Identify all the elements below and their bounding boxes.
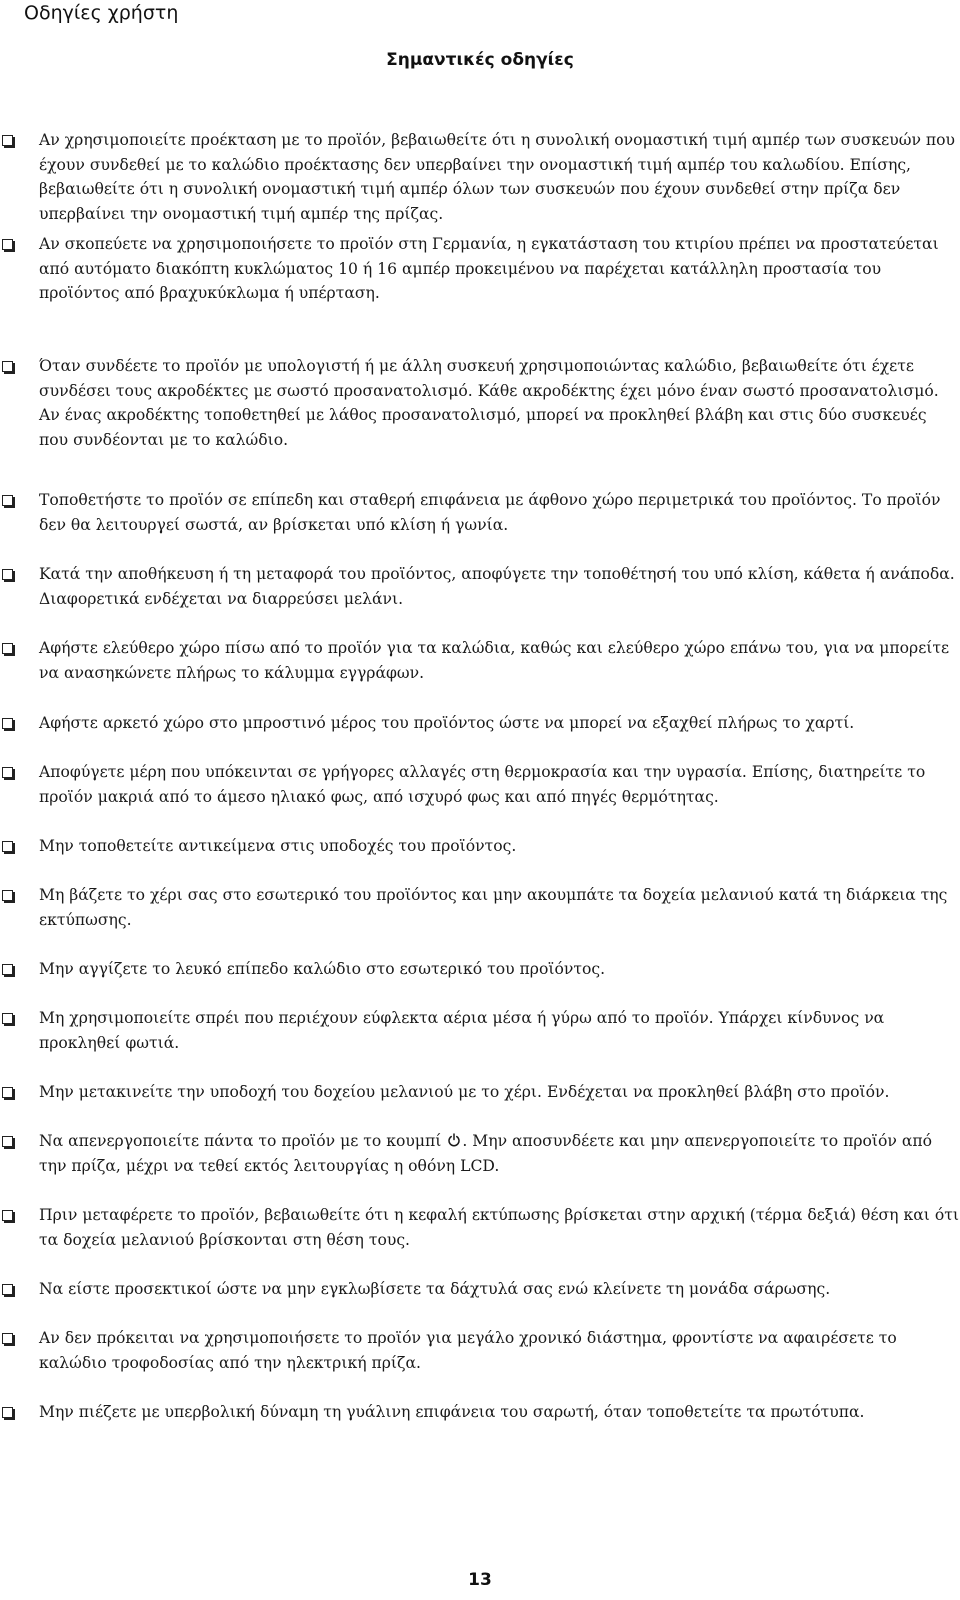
checkbox-bullet-icon [2, 1210, 13, 1221]
checkbox-bullet-icon [2, 361, 13, 372]
checkbox-bullet-icon [2, 1333, 13, 1344]
document-header: Οδηγίες χρήστη [24, 2, 179, 24]
section-title: Σημαντικές οδηγίες [386, 50, 574, 70]
page-number: 13 [468, 1570, 492, 1590]
checkbox-bullet-icon [2, 135, 13, 146]
checkbox-bullet-icon [2, 1407, 13, 1418]
checkbox-bullet-icon [2, 1013, 13, 1024]
checkbox-bullet-icon [2, 1284, 13, 1295]
checkbox-bullet-icon [2, 841, 13, 852]
list-item-text: Μην τοποθετείτε αντικείμενα στις υποδοχές του προϊόντος. [39, 837, 517, 855]
list-item-text: Κατά την αποθήκευση ή τη μεταφορά του προϊόντος, αποφύγετε την τοποθέτησή του υπό κλίση, κάθετα ή ανάποδα. Διαφορετικά ενδέχεται να διαρρεύσει μελάνι. [39, 565, 955, 608]
list-item-text: Πριν μεταφέρετε το προϊόν, βεβαιωθείτε ότι η κεφαλή εκτύπωσης βρίσκεται στην αρχική (τέρμα δεξιά) θέση και ότι τα δοχεία μελανιού βρίσκονται στη θέση τους. [39, 1206, 959, 1249]
list-item-text: Αφήστε ελεύθερο χώρο πίσω από το προϊόν για τα καλώδια, καθώς και ελεύθερο χώρο επάνω του, για να μπορείτε να ανασηκώνετε πλήρως το κάλυμμα εγγράφων. [39, 639, 950, 682]
list-item-text: Μη βάζετε το χέρι σας στο εσωτερικό του προϊόντος και μην ακουμπάτε τα δοχεία μελανιού κατά τη διάρκεια της εκτύπωσης. [39, 886, 948, 929]
checkbox-bullet-icon [2, 1087, 13, 1098]
list-item-text-part: . Μην αποσυνδέετε και μην απενεργοποιείτε το προϊόν από την πρίζα, μέχρι να τεθεί εκτός λειτουργίας η οθόνη LCD. [39, 1132, 933, 1175]
checkbox-bullet-icon [2, 964, 13, 975]
list-item-text: Όταν συνδέετε το προϊόν με υπολογιστή ή με άλλη συσκευή χρησιμοποιώντας καλώδιο, βεβαιωθείτε ότι έχετε συνδέσει τους ακροδέκτες με σωστό προσανατολισμό. Κάθε ακροδέκτης έχει μόνο έναν σωστό προσανατολισμό. Αν ένας ακροδέκτης τοποθετηθεί με λάθος προσανατολισμό, μπορεί να προκληθεί βλάβη και στις δύο συσκευές που συνδέονται με το καλώδιο. [39, 357, 939, 449]
checkbox-bullet-icon [2, 239, 13, 250]
checkbox-bullet-icon [2, 495, 13, 506]
checkbox-bullet-icon [2, 718, 13, 729]
list-item-text: Μην μετακινείτε την υποδοχή του δοχείου μελανιού με το χέρι. Ενδέχεται να προκληθεί βλάβη στο προϊόν. [39, 1083, 890, 1101]
list-item-text: Τοποθετήστε το προϊόν σε επίπεδη και σταθερή επιφάνεια με άφθονο χώρο περιμετρικά του προϊόντος. Το προϊόν δεν θα λειτουργεί σωστά, αν βρίσκεται υπό κλίση ή γωνία. [39, 491, 941, 534]
power-icon [447, 1133, 461, 1147]
list-item-text: Αν χρησιμοποιείτε προέκταση με το προϊόν, βεβαιωθείτε ότι η συνολική ονομαστική τιμή αμπέρ των συσκευών που έχουν συνδεθεί με το καλώδιο προέκτασης δεν υπερβαίνει την ονομαστική τιμή αμπέρ του καλωδίου. Επίσης, βεβαιωθείτε ότι η συνολική ονομαστική τιμή αμπέρ όλων των συσκευών που έχουν συνδεθεί στην πρίζα δεν υπερβαίνει την ονομαστική τιμή αμπέρ της πρίζας. [39, 131, 956, 223]
checkbox-bullet-icon [2, 1136, 13, 1147]
list-item-text: Αποφύγετε μέρη που υπόκεινται σε γρήγορες αλλαγές στη θερμοκρασία και την υγρασία. Επίσης, διατηρείτε το προϊόν μακριά από το άμεσο ηλιακό φως, από ισχυρό φως και από πηγές θερμότητας. [39, 763, 926, 806]
list-item-text: Να είστε προσεκτικοί ώστε να μην εγκλωβίσετε τα δάχτυλά σας ενώ κλείνετε τη μονάδα σάρωσης. [39, 1280, 831, 1298]
list-item-text: Αφήστε αρκετό χώρο στο μπροστινό μέρος του προϊόντος ώστε να μπορεί να εξαχθεί πλήρως το χαρτί. [39, 714, 855, 732]
checkbox-bullet-icon [2, 890, 13, 901]
list-item-text: Μην πιέζετε με υπερβολική δύναμη τη γυάλινη επιφάνεια του σαρωτή, όταν τοποθετείτε τα πρωτότυπα. [39, 1403, 865, 1421]
list-item-text: Αν δεν πρόκειται να χρησιμοποιήσετε το προϊόν για μεγάλο χρονικό διάστημα, φροντίστε να αφαιρέσετε το καλώδιο τροφοδοσίας από την ηλεκτρική πρίζα. [39, 1329, 897, 1372]
checkbox-bullet-icon [2, 569, 13, 580]
checkbox-bullet-icon [2, 643, 13, 654]
list-item-text: Μην αγγίζετε το λευκό επίπεδο καλώδιο στο εσωτερικό του προϊόντος. [39, 960, 606, 978]
list-item-text: Αν σκοπεύετε να χρησιμοποιήσετε το προϊόν στη Γερμανία, η εγκατάσταση του κτιρίου πρέπει να προστατεύεται από αυτόματο διακόπτη κυκλώματος 10 ή 16 αμπέρ προκειμένου να παρέχεται κατάλληλη προστασία του προϊόντος από βραχυκύκλωμα ή υπέρταση. [39, 235, 939, 302]
list-item-text: Μη χρησιμοποιείτε σπρέι που περιέχουν εύφλεκτα αέρια μέσα ή γύρω από το προϊόν. Υπάρχει κίνδυνος να προκληθεί φωτιά. [39, 1009, 885, 1052]
checkbox-bullet-icon [2, 767, 13, 778]
list-item-text-part: Να απενεργοποιείτε πάντα το προϊόν με το κουμπί [39, 1132, 442, 1150]
list-item-text [39, 1129, 959, 1178]
